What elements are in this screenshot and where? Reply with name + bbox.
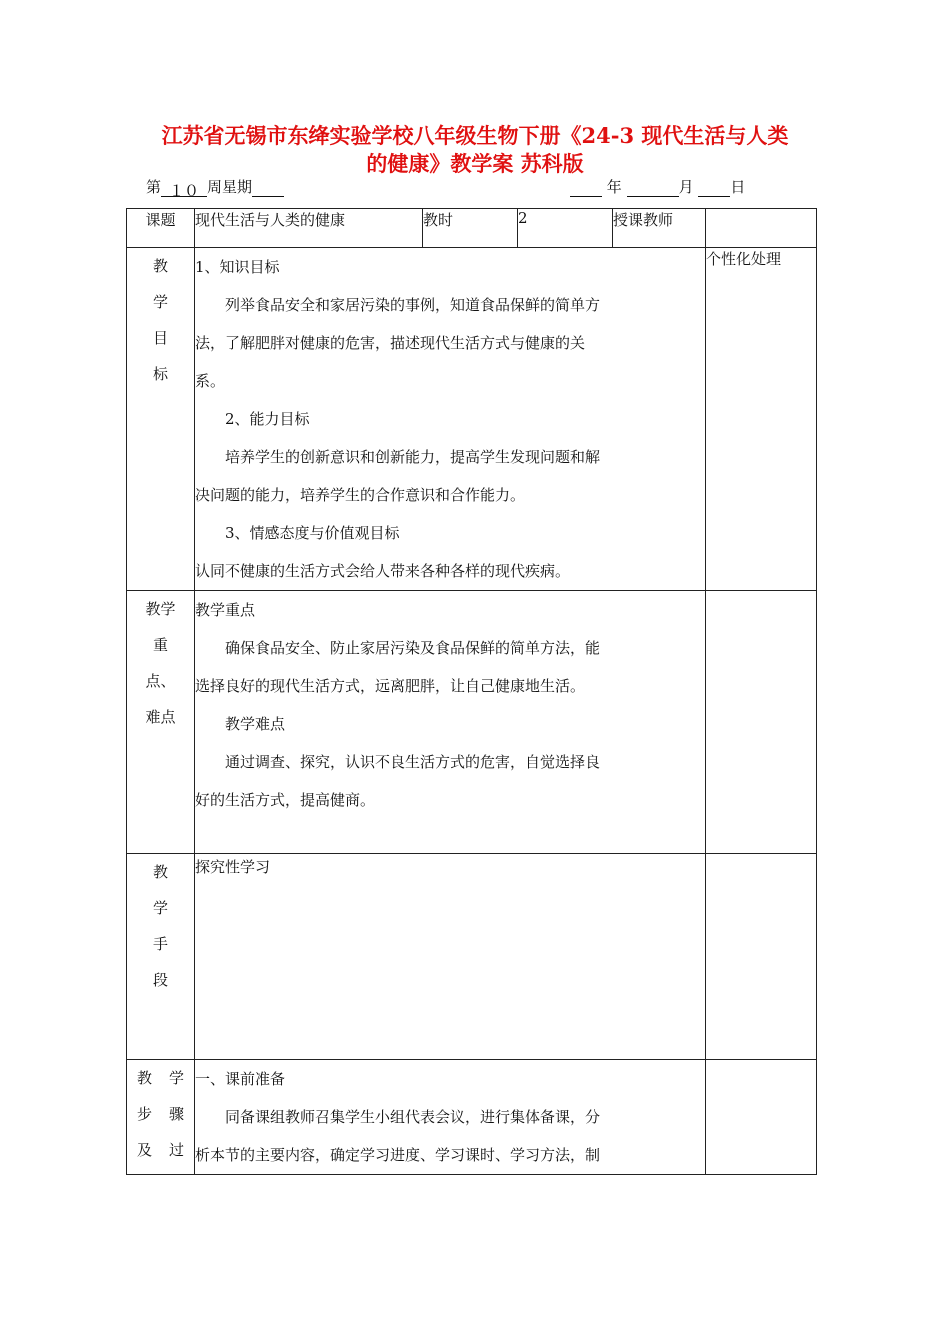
month-blank <box>627 180 679 197</box>
steps-text: 同备课组教师召集学生小组代表会议，进行集体备课，分 <box>225 1108 601 1126</box>
key-points-side <box>706 591 817 854</box>
steps-text: 析本节的主要内容，确定学习进度、学习课时、学习方法，制 <box>195 1146 601 1164</box>
hours-value: 2 <box>518 209 613 248</box>
means-content <box>195 854 706 1060</box>
hours-label: 教时 <box>423 209 518 248</box>
goal-heading-ability: 2、能力目标 <box>225 410 310 428</box>
week-number: １０ <box>161 180 207 197</box>
difficulty-text: 通过调查、探究，认识不良生活方式的危害，自觉选择良 <box>225 753 601 771</box>
year-blank <box>570 180 602 197</box>
means-label: 教 学 手 段 <box>127 854 195 1060</box>
means-row <box>127 854 817 1060</box>
teacher-value <box>706 209 817 248</box>
goal-heading-attitude: 3、情感态度与价值观目标 <box>225 524 400 542</box>
key-points-content <box>195 591 706 854</box>
weekday-blank <box>252 180 284 197</box>
goal-text: 法，了解肥胖对健康的危害，描述现代生活方式与健康的关 <box>195 334 586 352</box>
steps-row <box>127 1060 817 1175</box>
key-heading: 教学重点 <box>195 601 256 619</box>
day-blank <box>698 180 730 197</box>
goal-heading-knowledge: 1、知识目标 <box>195 258 280 276</box>
difficulty-heading: 教学难点 <box>225 715 286 733</box>
goal-text: 系。 <box>195 372 226 390</box>
key-text: 确保食品安全、防止家居污染及食品保鲜的简单方法，能 <box>225 639 601 657</box>
goals-label: 教 学 目 标 <box>127 248 195 591</box>
goal-text: 培养学生的创新意识和创新能力，提高学生发现问题和解 <box>225 448 601 466</box>
doc-title-line-2: 的健康》教学案 苏科版 <box>366 151 584 176</box>
difficulty-text: 好的生活方式，提高健商。 <box>195 791 376 809</box>
topic-label: 课题 <box>127 209 195 248</box>
goals-content <box>195 248 706 591</box>
key-points-label: 教学 重 点、 难点 <box>127 591 195 854</box>
steps-label: 教 学 步 骤 及 过 <box>127 1060 195 1175</box>
steps-side <box>706 1060 817 1175</box>
lesson-plan-table <box>126 208 817 1175</box>
goals-row <box>127 248 817 591</box>
personalized-label: 个性化处理 <box>706 248 817 591</box>
means-side <box>706 854 817 1060</box>
date-field: 年 月 日 <box>570 176 745 197</box>
goal-text: 列举食品安全和家居污染的事例，知道食品保鲜的简单方 <box>225 296 601 314</box>
topic-value: 现代生活与人类的健康 <box>195 209 423 248</box>
key-text: 选择良好的现代生活方式，远离肥胖，让自己健康地生活。 <box>195 677 586 695</box>
teacher-label: 授课教师 <box>613 209 706 248</box>
header-row <box>127 209 817 248</box>
means-text: 探究性学习 <box>195 858 271 876</box>
steps-content <box>195 1060 706 1175</box>
key-points-row <box>127 591 817 854</box>
goal-text: 决问题的能力，培养学生的合作意识和合作能力。 <box>195 486 526 504</box>
steps-heading: 一、课前准备 <box>195 1070 286 1088</box>
week-field: 第 １０ 周星期 <box>146 176 284 197</box>
goal-text: 认同不健康的生活方式会给人带来各种各样的现代疾病。 <box>195 562 571 580</box>
doc-title-line-1: 江苏省无锡市东绛实验学校八年级生物下册《24-3 现代生活与人类 <box>161 123 789 148</box>
